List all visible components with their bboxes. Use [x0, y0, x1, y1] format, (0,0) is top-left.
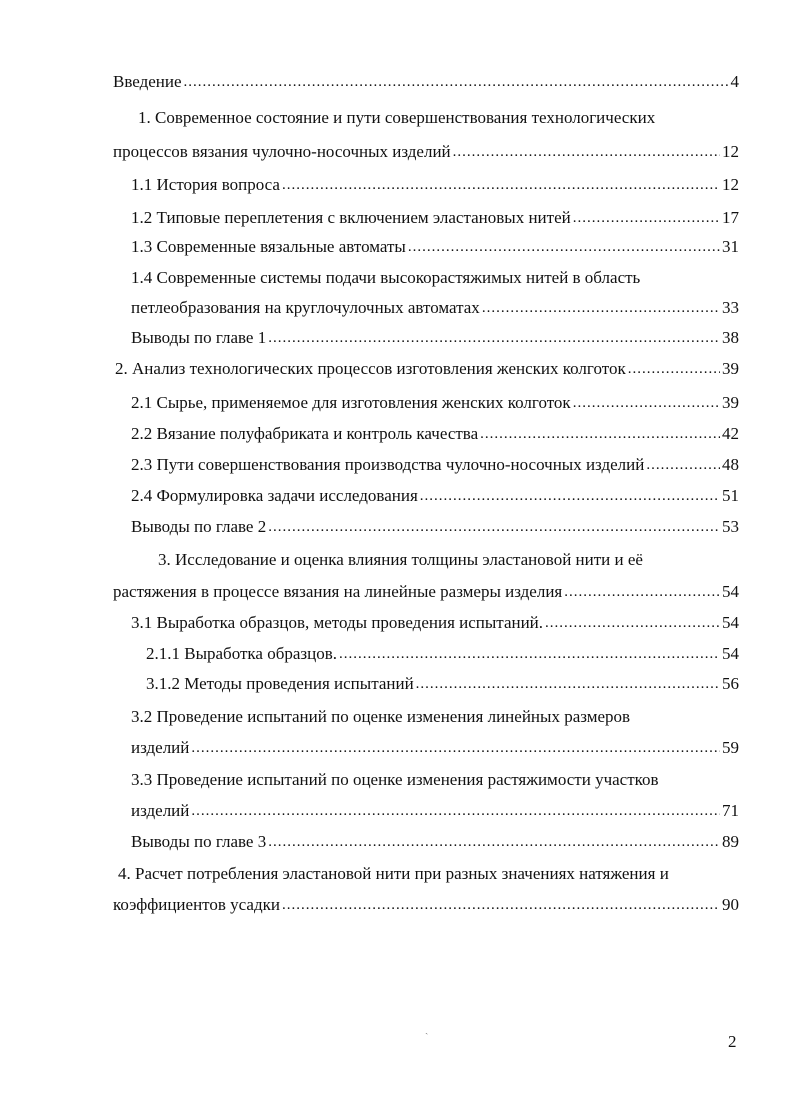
toc-leader-dots — [545, 613, 720, 633]
toc-leader-dots — [191, 801, 720, 821]
toc-entry-text: 3.1 Выработка образцов, методы проведения испытаний. — [131, 613, 544, 632]
toc-entry — [131, 198, 739, 228]
toc-entry-text: 2.1 Сырье, применяемое для изготовления женских колготок — [131, 393, 571, 412]
toc-entry — [113, 885, 739, 915]
toc-entry-text: 1.2 Типовые переплетения с включением эластановых нитей — [131, 208, 571, 227]
toc-page-number: 42 — [722, 424, 739, 443]
toc-entry — [113, 572, 739, 602]
toc-entry-text: 3.3 Проведение испытаний по оценке изменения растяжимости участков — [131, 770, 659, 789]
toc-entry — [131, 383, 739, 413]
toc-entry-text: 3.2 Проведение испытаний по оценке изменения линейных размеров — [131, 707, 631, 726]
toc-entry-text: 1.4 Современные системы подачи высокорастяжимых нитей в область — [131, 268, 641, 287]
toc-entry — [131, 603, 739, 633]
toc-entry-text: Выводы по главе 2 — [131, 517, 267, 536]
toc-leader-dots — [573, 208, 720, 228]
toc-entry — [146, 664, 739, 694]
toc-page-number: 90 — [722, 895, 739, 914]
toc-entry — [131, 318, 739, 348]
toc-entry — [113, 132, 739, 162]
toc-page-number: 31 — [722, 237, 739, 256]
toc-entry — [131, 476, 739, 506]
toc-entry-text: 2.1.1 Выработка образцов. — [146, 644, 337, 663]
toc-leader-dots — [408, 237, 720, 257]
toc-leader-dots — [482, 298, 720, 318]
toc-page-number: 59 — [722, 738, 739, 757]
page-number: 2 — [728, 1032, 737, 1051]
toc-leader-dots — [268, 832, 720, 852]
toc-leader-dots — [416, 674, 720, 694]
toc-page-number: 38 — [722, 328, 739, 347]
toc-entry-text: Введение — [113, 72, 182, 91]
toc-entry-text: изделий — [131, 801, 190, 820]
toc-page-number: 54 — [722, 613, 739, 632]
toc-entry — [158, 540, 643, 570]
toc-entry-text: растяжения в процессе вязания на линейные размеры изделия — [113, 582, 563, 601]
toc-entry-text: 1.1 История вопроса — [131, 175, 280, 194]
toc-entry-text: Выводы по главе 3 — [131, 832, 267, 851]
toc-leader-dots — [564, 582, 720, 602]
toc-page-number: 39 — [722, 359, 739, 378]
toc-entry-text: коэффициентов усадки — [113, 895, 280, 914]
toc-page-number: 12 — [722, 142, 739, 161]
toc-entry-text: 2. Анализ технологических процессов изготовления женских колготок — [115, 359, 626, 378]
toc-leader-dots — [184, 72, 729, 92]
toc-leader-dots — [282, 895, 720, 915]
toc-page-number: 33 — [722, 298, 739, 317]
toc-entry — [131, 822, 739, 852]
toc-page-number: 89 — [722, 832, 739, 851]
toc-entry-text: 1.3 Современные вязальные автоматы — [131, 237, 406, 256]
toc-leader-dots — [268, 517, 720, 537]
toc-entry-text: 3.1.2 Методы проведения испытаний — [146, 674, 414, 693]
toc-entry — [131, 760, 659, 790]
toc-entry — [131, 288, 739, 318]
toc-entry-text: 2.2 Вязание полуфабриката и контроль качества — [131, 424, 479, 443]
toc-leader-dots — [268, 328, 720, 348]
toc-leader-dots — [420, 486, 720, 506]
toc-entry-text: 2.4 Формулировка задачи исследования — [131, 486, 418, 505]
toc-entry-text: петлеобразования на круглочулочных автоматах — [131, 298, 480, 317]
toc-entry — [118, 854, 669, 884]
toc-page-number: 48 — [722, 455, 739, 474]
toc-leader-dots — [573, 393, 720, 413]
toc-entry-text: процессов вязания чулочно-носочных изделий — [113, 142, 451, 161]
toc-entry — [131, 791, 739, 821]
toc-leader-dots — [339, 644, 720, 664]
toc-entry — [131, 165, 739, 195]
toc-entry — [113, 62, 739, 92]
toc-entry — [115, 349, 739, 379]
scan-speck: ˏ — [425, 1024, 429, 1035]
toc-entry — [131, 728, 739, 758]
toc-leader-dots — [646, 455, 720, 475]
toc-leader-dots — [480, 424, 720, 444]
toc-entry — [131, 227, 739, 257]
toc-entry-text: 4. Расчет потребления эластановой нити при разных значениях натяжения и — [118, 864, 669, 883]
toc-entry — [131, 507, 739, 537]
toc-page-number: 54 — [722, 582, 739, 601]
toc-leader-dots — [282, 175, 720, 195]
toc-page-number: 56 — [722, 674, 739, 693]
toc-entry-text: Выводы по главе 1 — [131, 328, 267, 347]
toc-page-number: 53 — [722, 517, 739, 536]
toc-entry — [131, 414, 739, 444]
toc-entry — [138, 98, 655, 128]
toc-entry — [131, 697, 630, 727]
toc-page-number: 12 — [722, 175, 739, 194]
toc-leader-dots — [628, 359, 720, 379]
toc-entry-text: 1. Современное состояние и пути совершенствования технологических — [138, 108, 656, 127]
toc-page-number: 17 — [722, 208, 739, 227]
toc-entry-text: изделий — [131, 738, 190, 757]
toc-page-number: 51 — [722, 486, 739, 505]
toc-entry — [131, 445, 739, 475]
toc-leader-dots — [191, 738, 720, 758]
toc-page-number: 71 — [722, 801, 739, 820]
toc-entry-text: 3. Исследование и оценка влияния толщины эластановой нити и её — [158, 550, 643, 569]
toc-page-number: 4 — [730, 72, 739, 91]
toc-page-number: 39 — [722, 393, 739, 412]
toc-leader-dots — [453, 142, 720, 162]
toc-entry-text: 2.3 Пути совершенствования производства чулочно-носочных изделий — [131, 455, 645, 474]
toc-entry — [146, 634, 739, 664]
toc-page-number: 54 — [722, 644, 739, 663]
toc-entry — [131, 258, 640, 288]
